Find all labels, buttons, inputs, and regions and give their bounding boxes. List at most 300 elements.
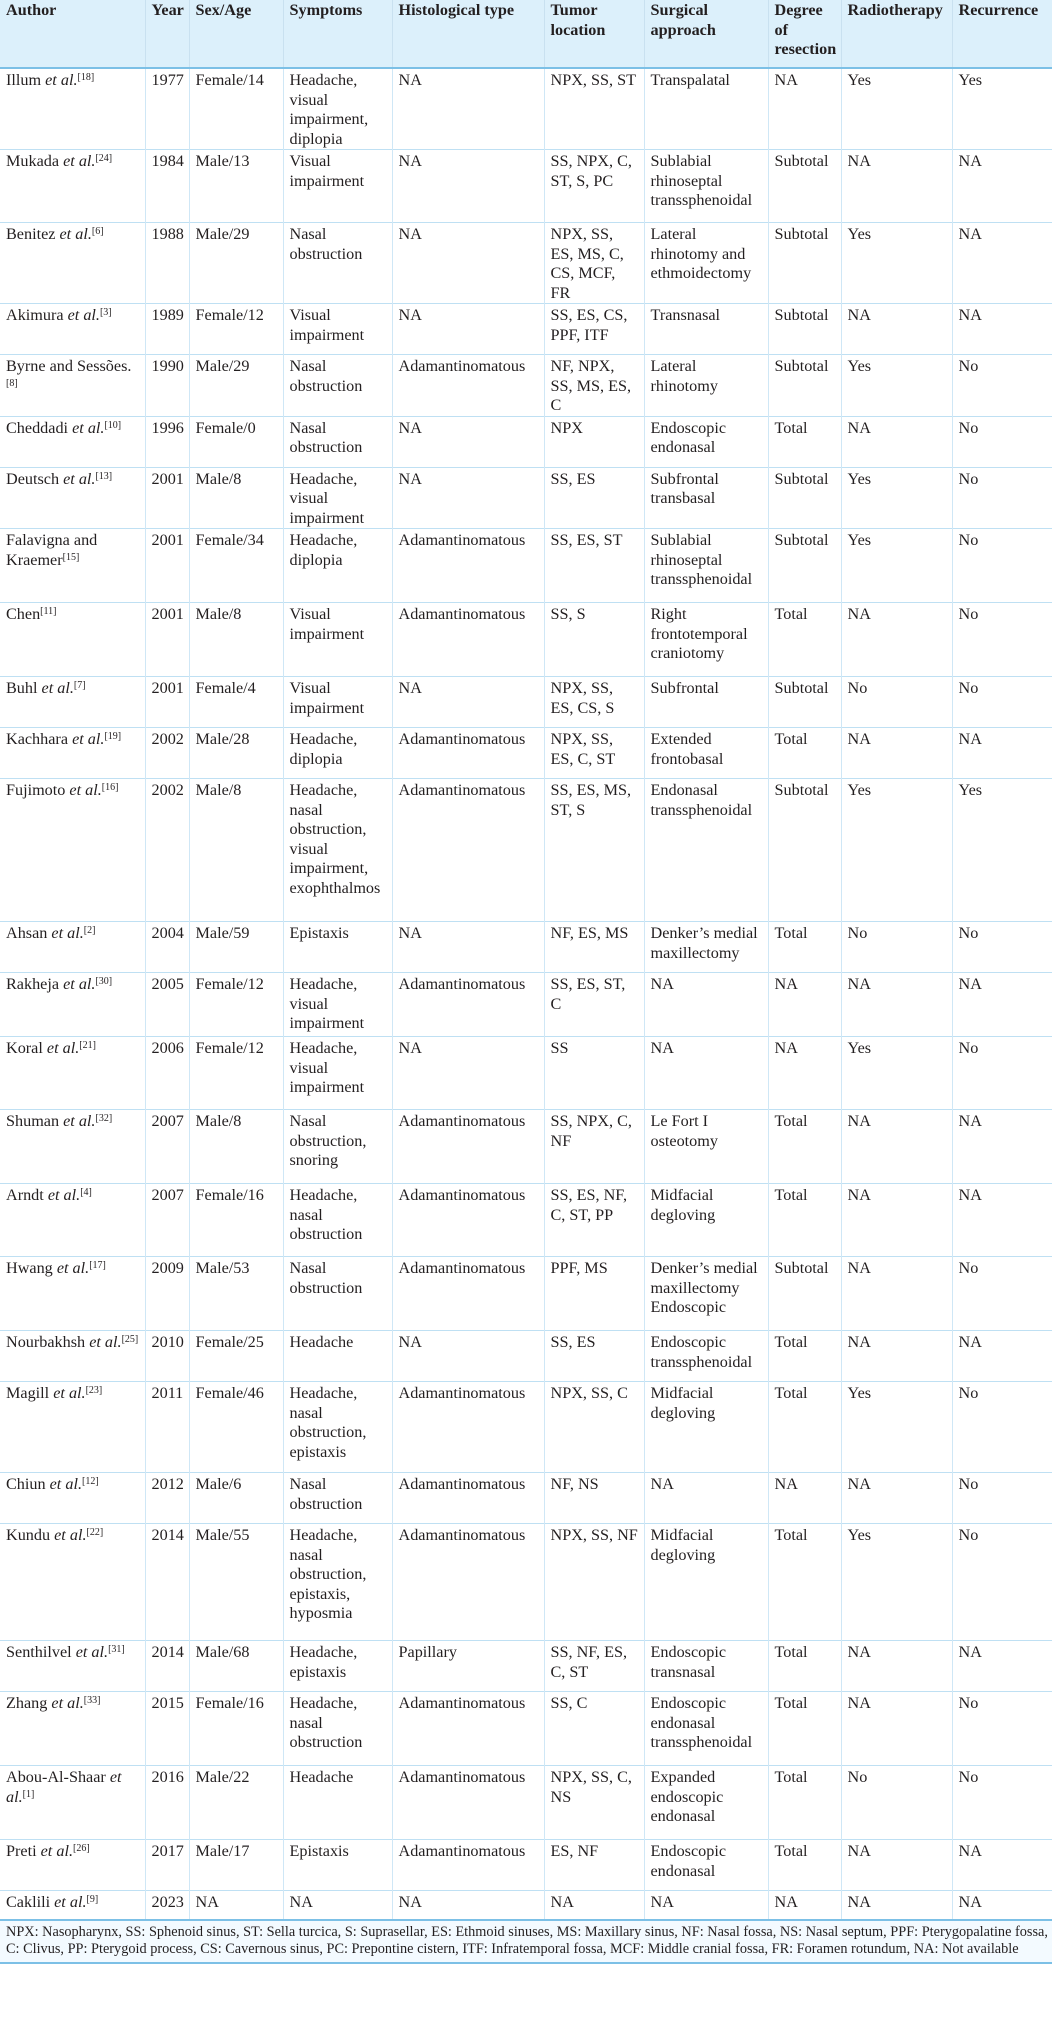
year-cell: 1990 bbox=[145, 355, 189, 417]
year-cell: 2011 bbox=[145, 1382, 189, 1473]
approach-cell: Endoscopic endonasal bbox=[644, 1840, 768, 1891]
table-row bbox=[0, 1110, 1052, 1184]
histology-cell: Adamantinomatous bbox=[392, 603, 544, 677]
location-cell: SS, NPX, C, NF bbox=[544, 1110, 644, 1184]
radiotherapy-cell: NA bbox=[841, 1641, 952, 1692]
author-cell bbox=[0, 1110, 145, 1184]
resection-cell: Total bbox=[768, 728, 841, 779]
symptoms-cell: Headache, nasal obstruction bbox=[283, 1184, 392, 1257]
location-cell: SS, NPX, C, ST, S, PC bbox=[544, 150, 644, 223]
recurrence-cell: NA bbox=[952, 973, 1052, 1037]
author-name: Shuman bbox=[6, 1112, 64, 1130]
histology-cell: NA bbox=[392, 223, 544, 304]
recurrence-cell: No bbox=[952, 1382, 1052, 1473]
radiotherapy-cell: Yes bbox=[841, 467, 952, 529]
symptoms-cell: Headache, diplopia bbox=[283, 728, 392, 779]
approach-cell: Subfrontal transbasal bbox=[644, 467, 768, 529]
histology-cell: Adamantinomatous bbox=[392, 1473, 544, 1524]
approach-cell: Endonasal transsphenoidal bbox=[644, 779, 768, 922]
author-name: Illum bbox=[6, 71, 46, 89]
table-row bbox=[0, 1037, 1052, 1110]
sex-age-cell: Female/4 bbox=[189, 677, 283, 728]
sex-age-cell: Male/22 bbox=[189, 1766, 283, 1840]
symptoms-cell: Headache, visual impairment, diplopia bbox=[283, 68, 392, 150]
author-cell bbox=[0, 1641, 145, 1692]
author-et-al: et al. bbox=[54, 1893, 87, 1911]
resection-cell: Total bbox=[768, 1524, 841, 1641]
recurrence-cell: NA bbox=[952, 1184, 1052, 1257]
radiotherapy-cell: NA bbox=[841, 1840, 952, 1891]
reference-number: [13] bbox=[95, 470, 113, 482]
recurrence-cell: No bbox=[952, 1037, 1052, 1110]
approach-cell: Denker’s medial maxillectomy Endoscopic bbox=[644, 1257, 768, 1331]
reference-number: [12] bbox=[82, 1476, 99, 1487]
table-row bbox=[0, 1840, 1052, 1891]
radiotherapy-cell: NA bbox=[841, 603, 952, 677]
radiotherapy-cell: No bbox=[841, 1766, 952, 1840]
column-header-recurrence: Recurrence bbox=[952, 0, 1052, 68]
year-cell: 1988 bbox=[145, 223, 189, 304]
author-name: Preti bbox=[6, 1842, 41, 1860]
histology-cell: NA bbox=[392, 304, 544, 355]
resection-cell: Total bbox=[768, 1766, 841, 1840]
sex-age-cell: Female/16 bbox=[189, 1692, 283, 1766]
symptoms-cell: Headache, nasal obstruction bbox=[283, 1692, 392, 1766]
resection-cell: Subtotal bbox=[768, 223, 841, 304]
author-et-al: et al. bbox=[63, 1112, 96, 1130]
radiotherapy-cell: NA bbox=[841, 1473, 952, 1524]
approach-cell: NA bbox=[644, 1037, 768, 1110]
sex-age-cell: Male/68 bbox=[189, 1641, 283, 1692]
approach-cell: Midfacial degloving bbox=[644, 1184, 768, 1257]
location-cell: NF, ES, MS bbox=[544, 922, 644, 973]
reference-number: [9] bbox=[86, 1894, 99, 1905]
table-row bbox=[0, 603, 1052, 677]
table-row bbox=[0, 1766, 1052, 1840]
sex-age-cell: Male/13 bbox=[189, 150, 283, 223]
author-name: Senthilvel bbox=[6, 1643, 76, 1661]
author-cell bbox=[0, 150, 145, 223]
author-cell bbox=[0, 68, 145, 150]
author-name: Falavigna and Kraemer bbox=[6, 531, 98, 569]
histology-cell: NA bbox=[392, 467, 544, 529]
author-et-al: et al. bbox=[49, 1475, 82, 1493]
author-cell bbox=[0, 223, 145, 304]
symptoms-cell: Nasal obstruction bbox=[283, 1257, 392, 1331]
resection-cell: Total bbox=[768, 1840, 841, 1891]
year-cell: 2007 bbox=[145, 1184, 189, 1257]
approach-cell: Midfacial degloving bbox=[644, 1524, 768, 1641]
author-cell bbox=[0, 922, 145, 973]
author-name: Koral bbox=[6, 1039, 47, 1057]
author-cell bbox=[0, 973, 145, 1037]
radiotherapy-cell: Yes bbox=[841, 68, 952, 150]
author-cell bbox=[0, 1184, 145, 1257]
year-cell: 2015 bbox=[145, 1692, 189, 1766]
symptoms-cell: Headache, visual impairment bbox=[283, 1037, 392, 1110]
author-name: Benitez bbox=[6, 225, 60, 243]
recurrence-cell: No bbox=[952, 603, 1052, 677]
table-header-row bbox=[0, 0, 1052, 68]
histology-cell: Adamantinomatous bbox=[392, 1382, 544, 1473]
author-name: Mukada bbox=[6, 152, 64, 170]
sex-age-cell: Male/28 bbox=[189, 728, 283, 779]
symptoms-cell: Nasal obstruction bbox=[283, 416, 392, 467]
histology-cell: Adamantinomatous bbox=[392, 1524, 544, 1641]
author-cell bbox=[0, 1331, 145, 1382]
histology-cell: NA bbox=[392, 677, 544, 728]
radiotherapy-cell: NA bbox=[841, 1257, 952, 1331]
author-name: Akimura bbox=[6, 306, 68, 324]
author-et-al: et al. bbox=[89, 1333, 122, 1351]
approach-cell: Denker’s medial maxillectomy bbox=[644, 922, 768, 973]
reference-number: [22] bbox=[86, 1527, 104, 1538]
reference-number: [8] bbox=[6, 377, 18, 389]
sex-age-cell: Male/59 bbox=[189, 922, 283, 973]
location-cell: SS, ES, CS, PPF, ITF bbox=[544, 304, 644, 355]
location-cell: SS bbox=[544, 1037, 644, 1110]
recurrence-cell: No bbox=[952, 355, 1052, 417]
radiotherapy-cell: NA bbox=[841, 1184, 952, 1257]
histology-cell: Adamantinomatous bbox=[392, 728, 544, 779]
year-cell: 2005 bbox=[145, 973, 189, 1037]
year-cell: 2001 bbox=[145, 603, 189, 677]
recurrence-cell: NA bbox=[952, 223, 1052, 304]
symptoms-cell: Headache bbox=[283, 1331, 392, 1382]
radiotherapy-cell: Yes bbox=[841, 223, 952, 304]
recurrence-cell: No bbox=[952, 1766, 1052, 1840]
approach-cell: NA bbox=[644, 1891, 768, 1919]
location-cell: SS, S bbox=[544, 603, 644, 677]
recurrence-cell: Yes bbox=[952, 779, 1052, 922]
radiotherapy-cell: NA bbox=[841, 1110, 952, 1184]
symptoms-cell: Headache, visual impairment bbox=[283, 973, 392, 1037]
recurrence-cell: No bbox=[952, 416, 1052, 467]
histology-cell: Adamantinomatous bbox=[392, 1840, 544, 1891]
location-cell: NPX, SS, ES, MS, C, CS, MCF, FR bbox=[544, 223, 644, 304]
recurrence-cell: No bbox=[952, 922, 1052, 973]
recurrence-cell: No bbox=[952, 1524, 1052, 1641]
approach-cell: Transnasal bbox=[644, 304, 768, 355]
location-cell: NPX, SS, ST bbox=[544, 68, 644, 150]
symptoms-cell: Headache, nasal obstruction, epistaxis, hyposmia bbox=[283, 1524, 392, 1641]
year-cell: 2010 bbox=[145, 1331, 189, 1382]
recurrence-cell: Yes bbox=[952, 68, 1052, 150]
table-row bbox=[0, 1692, 1052, 1766]
histology-cell: NA bbox=[392, 416, 544, 467]
table-row bbox=[0, 1331, 1052, 1382]
approach-cell: Expanded endoscopic endonasal bbox=[644, 1766, 768, 1840]
column-header-author: Author bbox=[0, 0, 145, 68]
location-cell: NA bbox=[544, 1891, 644, 1919]
location-cell: SS, ES, NF, C, ST, PP bbox=[544, 1184, 644, 1257]
histology-cell: NA bbox=[392, 150, 544, 223]
resection-cell: Total bbox=[768, 922, 841, 973]
author-et-al: et al. bbox=[51, 1694, 84, 1712]
resection-cell: Total bbox=[768, 1110, 841, 1184]
column-header-surgical-approach: Surgical approach bbox=[644, 0, 768, 68]
histology-cell: Adamantinomatous bbox=[392, 1692, 544, 1766]
reference-number: [18] bbox=[77, 72, 95, 83]
year-cell: 2001 bbox=[145, 467, 189, 529]
location-cell: NF, NS bbox=[544, 1473, 644, 1524]
radiotherapy-cell: NA bbox=[841, 416, 952, 467]
symptoms-cell: Visual impairment bbox=[283, 304, 392, 355]
location-cell: NPX, SS, C bbox=[544, 1382, 644, 1473]
author-et-al: et al. bbox=[6, 1768, 122, 1806]
sex-age-cell: Male/53 bbox=[189, 1257, 283, 1331]
year-cell: 1977 bbox=[145, 68, 189, 150]
symptoms-cell: Headache, visual impairment bbox=[283, 467, 392, 529]
table-row bbox=[0, 1524, 1052, 1641]
symptoms-cell: Headache, nasal obstruction, visual impairment, exophthalmos bbox=[283, 779, 392, 922]
resection-cell: NA bbox=[768, 973, 841, 1037]
author-name: Rakheja bbox=[6, 975, 64, 993]
symptoms-cell: Visual impairment bbox=[283, 603, 392, 677]
author-et-al: et al. bbox=[54, 1526, 87, 1544]
year-cell: 2012 bbox=[145, 1473, 189, 1524]
resection-cell: Subtotal bbox=[768, 467, 841, 529]
radiotherapy-cell: Yes bbox=[841, 1037, 952, 1110]
symptoms-cell: Nasal obstruction, snoring bbox=[283, 1110, 392, 1184]
recurrence-cell: No bbox=[952, 529, 1052, 603]
resection-cell: Total bbox=[768, 1641, 841, 1692]
resection-cell: Total bbox=[768, 416, 841, 467]
table-row bbox=[0, 779, 1052, 922]
author-et-al: et al. bbox=[75, 1643, 109, 1661]
table-row bbox=[0, 355, 1052, 417]
approach-cell: Sublabial rhinoseptal transsphenoidal bbox=[644, 529, 768, 603]
sex-age-cell: Female/12 bbox=[189, 1037, 283, 1110]
table-row bbox=[0, 1641, 1052, 1692]
author-name: Chiun bbox=[6, 1475, 50, 1493]
reference-number: [30] bbox=[95, 976, 113, 987]
author-cell bbox=[0, 1840, 145, 1891]
location-cell: ES, NF bbox=[544, 1840, 644, 1891]
table-row bbox=[0, 1473, 1052, 1524]
symptoms-cell: Nasal obstruction bbox=[283, 223, 392, 304]
location-cell: SS, ES bbox=[544, 1331, 644, 1382]
symptoms-cell: Visual impairment bbox=[283, 150, 392, 223]
radiotherapy-cell: NA bbox=[841, 728, 952, 779]
author-name: Nourbakhsh bbox=[6, 1333, 90, 1351]
sex-age-cell: Female/12 bbox=[189, 973, 283, 1037]
sex-age-cell: Male/8 bbox=[189, 467, 283, 529]
author-name: Kundu bbox=[6, 1526, 55, 1544]
year-cell: 2006 bbox=[145, 1037, 189, 1110]
year-cell: 2007 bbox=[145, 1110, 189, 1184]
histology-cell: Adamantinomatous bbox=[392, 1257, 544, 1331]
year-cell: 1989 bbox=[145, 304, 189, 355]
recurrence-cell: NA bbox=[952, 1891, 1052, 1919]
recurrence-cell: NA bbox=[952, 728, 1052, 779]
author-name: Zhang bbox=[6, 1694, 52, 1712]
author-cell bbox=[0, 728, 145, 779]
radiotherapy-cell: NA bbox=[841, 1331, 952, 1382]
table-row bbox=[0, 728, 1052, 779]
approach-cell: Midfacial degloving bbox=[644, 1382, 768, 1473]
resection-cell: Subtotal bbox=[768, 529, 841, 603]
author-et-al: et al. bbox=[69, 781, 102, 799]
author-name: Chen bbox=[6, 605, 41, 623]
year-cell: 2001 bbox=[145, 529, 189, 603]
location-cell: SS, ES, MS, ST, S bbox=[544, 779, 644, 922]
recurrence-cell: No bbox=[952, 467, 1052, 529]
histology-cell: NA bbox=[392, 1891, 544, 1919]
reference-number: [6] bbox=[91, 226, 104, 237]
sex-age-cell: Female/16 bbox=[189, 1184, 283, 1257]
author-name: Cheddadi bbox=[6, 418, 73, 437]
year-cell: 2017 bbox=[145, 1840, 189, 1891]
approach-cell: Extended frontobasal bbox=[644, 728, 768, 779]
sex-age-cell: Male/8 bbox=[189, 779, 283, 922]
year-cell: 2009 bbox=[145, 1257, 189, 1331]
radiotherapy-cell: Yes bbox=[841, 1524, 952, 1641]
table-row bbox=[0, 150, 1052, 223]
recurrence-cell: NA bbox=[952, 150, 1052, 223]
resection-cell: Subtotal bbox=[768, 1257, 841, 1331]
author-cell bbox=[0, 467, 145, 529]
author-name: Hwang bbox=[6, 1259, 57, 1277]
author-cell bbox=[0, 779, 145, 922]
symptoms-cell: Headache bbox=[283, 1766, 392, 1840]
sex-age-cell: Male/8 bbox=[189, 1110, 283, 1184]
histology-cell: NA bbox=[392, 922, 544, 973]
sex-age-cell: Male/55 bbox=[189, 1524, 283, 1641]
location-cell: NPX, SS, NF bbox=[544, 1524, 644, 1641]
author-et-al: et al. bbox=[59, 225, 92, 243]
author-name: Kachhara bbox=[6, 730, 73, 748]
year-cell: 1984 bbox=[145, 150, 189, 223]
approach-cell: NA bbox=[644, 1473, 768, 1524]
author-cell bbox=[0, 1473, 145, 1524]
author-et-al: et al. bbox=[47, 1186, 81, 1204]
reference-number: [2] bbox=[83, 925, 96, 936]
reference-number: [25] bbox=[121, 1334, 139, 1345]
recurrence-cell: NA bbox=[952, 1840, 1052, 1891]
table-row bbox=[0, 467, 1052, 529]
symptoms-cell: Visual impairment bbox=[283, 677, 392, 728]
location-cell: SS, NF, ES, C, ST bbox=[544, 1641, 644, 1692]
table-row bbox=[0, 1382, 1052, 1473]
histology-cell: Adamantinomatous bbox=[392, 1110, 544, 1184]
author-name: Abou-Al-Shaar bbox=[6, 1768, 110, 1786]
histology-cell: Adamantinomatous bbox=[392, 1184, 544, 1257]
sex-age-cell: Male/6 bbox=[189, 1473, 283, 1524]
approach-cell: Lateral rhinotomy and ethmoidectomy bbox=[644, 223, 768, 304]
resection-cell: Subtotal bbox=[768, 677, 841, 728]
year-cell: 2002 bbox=[145, 779, 189, 922]
author-cell bbox=[0, 1692, 145, 1766]
table-row bbox=[0, 304, 1052, 355]
radiotherapy-cell: No bbox=[841, 677, 952, 728]
radiotherapy-cell: NA bbox=[841, 1891, 952, 1919]
histology-cell: Adamantinomatous bbox=[392, 355, 544, 417]
author-cell bbox=[0, 304, 145, 355]
sex-age-cell: Female/34 bbox=[189, 529, 283, 603]
recurrence-cell: No bbox=[952, 1473, 1052, 1524]
table-row bbox=[0, 973, 1052, 1037]
radiotherapy-cell: Yes bbox=[841, 529, 952, 603]
reference-number: [1] bbox=[22, 1788, 35, 1800]
recurrence-cell: No bbox=[952, 1257, 1052, 1331]
approach-cell: Le Fort I osteotomy bbox=[644, 1110, 768, 1184]
author-name: Ahsan bbox=[6, 924, 52, 942]
column-header-sex-age: Sex/Age bbox=[189, 0, 283, 68]
sex-age-cell: Female/12 bbox=[189, 304, 283, 355]
recurrence-cell: NA bbox=[952, 1641, 1052, 1692]
year-cell: 2001 bbox=[145, 677, 189, 728]
author-cell bbox=[0, 677, 145, 728]
location-cell: NPX, SS, ES, C, ST bbox=[544, 728, 644, 779]
location-cell: SS, ES bbox=[544, 467, 644, 529]
author-cell bbox=[0, 1891, 145, 1919]
author-name: Caklili bbox=[6, 1893, 55, 1911]
reference-number: [19] bbox=[104, 731, 122, 742]
approach-cell: Endoscopic endonasal transsphenoidal bbox=[644, 1692, 768, 1766]
column-header-radiotherapy: Radiotherapy bbox=[841, 0, 952, 68]
location-cell: SS, C bbox=[544, 1692, 644, 1766]
year-cell: 1996 bbox=[145, 416, 189, 467]
radiotherapy-cell: NA bbox=[841, 1692, 952, 1766]
reference-number: [15] bbox=[62, 551, 80, 563]
author-name: Buhl bbox=[6, 679, 42, 697]
reference-number: [23] bbox=[85, 1385, 103, 1396]
author-et-al: et al. bbox=[40, 1842, 73, 1860]
reference-number: [10] bbox=[104, 419, 122, 431]
author-name: Magill bbox=[6, 1384, 54, 1402]
radiotherapy-cell: NA bbox=[841, 304, 952, 355]
author-et-al: et al. bbox=[63, 152, 96, 170]
resection-cell: Total bbox=[768, 1692, 841, 1766]
author-cell bbox=[0, 1037, 145, 1110]
author-et-al: et al. bbox=[67, 306, 100, 324]
resection-cell: Subtotal bbox=[768, 355, 841, 417]
author-name: Deutsch bbox=[6, 469, 64, 488]
radiotherapy-cell: Yes bbox=[841, 1382, 952, 1473]
histology-cell: Adamantinomatous bbox=[392, 779, 544, 922]
author-cell bbox=[0, 529, 145, 603]
sex-age-cell: Male/29 bbox=[189, 223, 283, 304]
reference-number: [17] bbox=[89, 1260, 106, 1271]
table-row bbox=[0, 1257, 1052, 1331]
table-row bbox=[0, 416, 1052, 467]
column-header-year: Year bbox=[145, 0, 189, 68]
resection-cell: NA bbox=[768, 68, 841, 150]
table-row bbox=[0, 677, 1052, 728]
reference-number: [4] bbox=[80, 1187, 92, 1198]
approach-cell: Right frontotemporal craniotomy bbox=[644, 603, 768, 677]
resection-cell: Total bbox=[768, 1184, 841, 1257]
year-cell: 2014 bbox=[145, 1524, 189, 1641]
approach-cell: Endoscopic transnasal bbox=[644, 1641, 768, 1692]
column-header-histological-type: Histological type bbox=[392, 0, 544, 68]
author-name: Arndt bbox=[6, 1186, 48, 1204]
approach-cell: Transpalatal bbox=[644, 68, 768, 150]
reference-number: [11] bbox=[40, 606, 57, 617]
reference-number: [31] bbox=[108, 1644, 125, 1655]
sex-age-cell: Male/17 bbox=[189, 1840, 283, 1891]
author-et-al: et al. bbox=[56, 1259, 90, 1277]
symptoms-cell: Headache, epistaxis bbox=[283, 1641, 392, 1692]
approach-cell: Lateral rhinotomy bbox=[644, 355, 768, 417]
resection-cell: Subtotal bbox=[768, 304, 841, 355]
author-et-al: et al. bbox=[72, 418, 105, 437]
resection-cell: Total bbox=[768, 1382, 841, 1473]
author-name: Byrne and Sessões. bbox=[6, 357, 132, 375]
author-cell bbox=[0, 1524, 145, 1641]
symptoms-cell: Epistaxis bbox=[283, 1840, 392, 1891]
